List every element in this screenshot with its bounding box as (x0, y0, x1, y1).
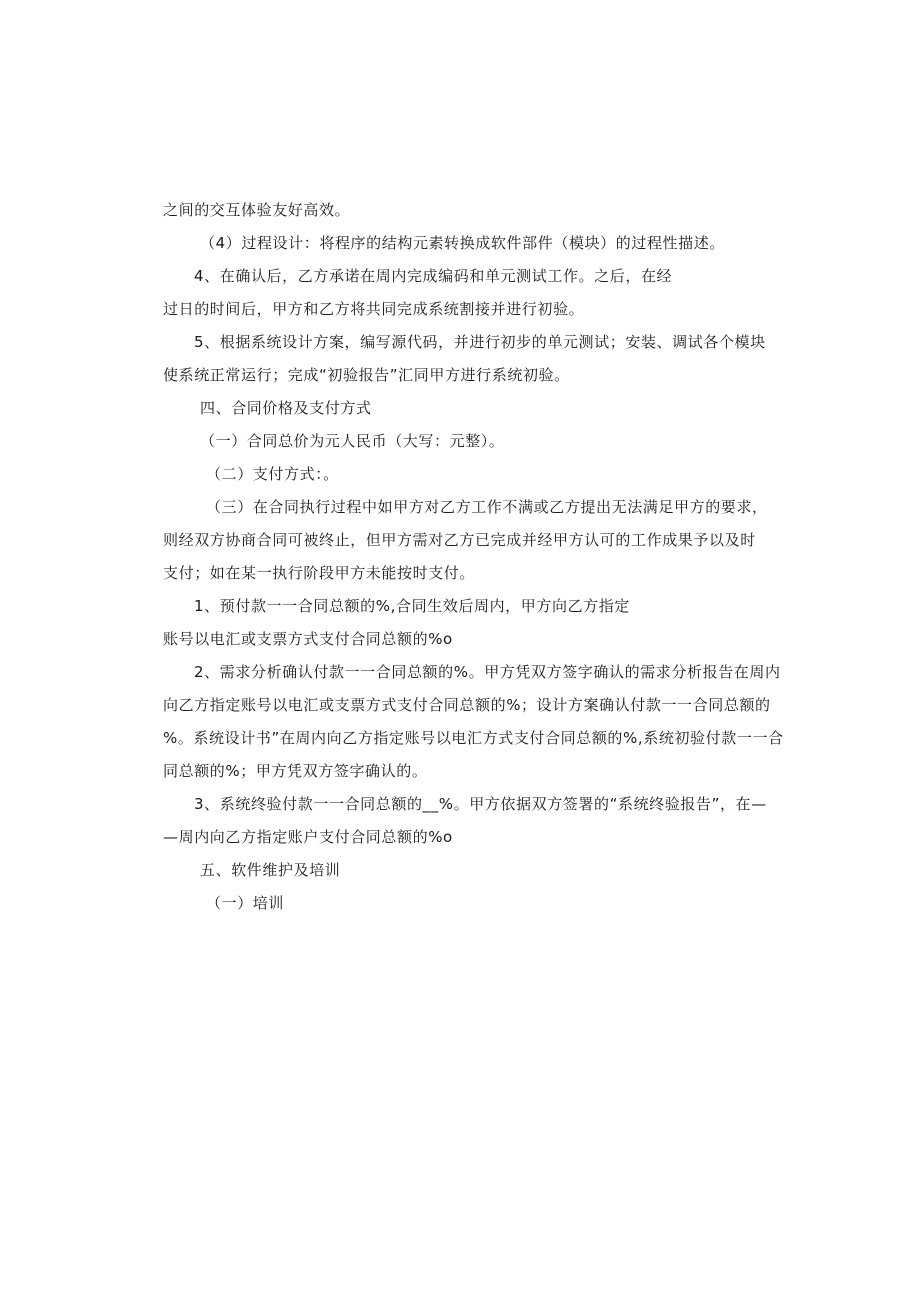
paragraph-line: 使系统正常运行；完成“初验报告”汇同甲方进行系统初验。 (163, 366, 570, 384)
paragraph-line: 账号以电汇或支票方式支付合同总额的%o (163, 630, 453, 648)
paragraph-line: （4）过程设计：将程序的结构元素转换成软件部件（模块）的过程性描述。 (200, 234, 725, 252)
section-heading: 五、软件维护及培训 (200, 861, 341, 879)
paragraph-line: 之间的交互体验友好高效。 (163, 201, 351, 219)
paragraph-line: 1、预付款一一合同总额的%,合同生效后周内，甲方向乙方指定 (194, 597, 630, 615)
paragraph-line: 5、根据系统设计方案，编写源代码，并进行初步的单元测试；安装、调试各个模块 (194, 333, 766, 351)
paragraph-line: （二）支付方式：。 (206, 465, 339, 483)
paragraph-line: 则经双方协商合同可被终止，但甲方需对乙方已完成并经甲方认可的工作成果予以及时 (163, 531, 756, 549)
paragraph-line: （一）培训 (206, 894, 285, 912)
paragraph-line: 同总额的%；甲方凭双方签字确认的。 (163, 762, 428, 780)
paragraph-line: 2、需求分析确认付款一一合同总额的%。甲方凭双方签字确认的需求分析报告在周内 (194, 663, 781, 681)
paragraph-line: 支付；如在某一执行阶段甲方未能按时支付。 (163, 564, 476, 582)
paragraph-line: （三）在合同执行过程中如甲方对乙方工作不满或乙方提出无法满足甲方的要求， (206, 498, 768, 516)
paragraph-line: 向乙方指定账号以电汇或支票方式支付合同总额的%；设计方案确认付款一一合同总额的 (163, 696, 771, 714)
paragraph-line: %。系统设计书”在周内向乙方指定账号以电汇方式支付合同总额的%,系统初验付款一一合 (163, 729, 784, 747)
paragraph-line: —周内向乙方指定账户支付合同总额的%o (163, 828, 453, 846)
paragraph-line: 过日的时间后，甲方和乙方将共同完成系统割接并进行初验。 (163, 300, 585, 318)
paragraph-line: 3、系统终验付款一一合同总额的__%。甲方依据双方签署的“系统终验报告”，在— (194, 795, 767, 813)
paragraph-line: （一）合同总价为元人民币（大写：元整）。 (200, 432, 505, 450)
section-heading: 四、合同价格及支付方式 (200, 399, 372, 417)
paragraph-line: 4、在确认后，乙方承诺在周内完成编码和单元测试工作。之后，在经 (194, 267, 673, 285)
